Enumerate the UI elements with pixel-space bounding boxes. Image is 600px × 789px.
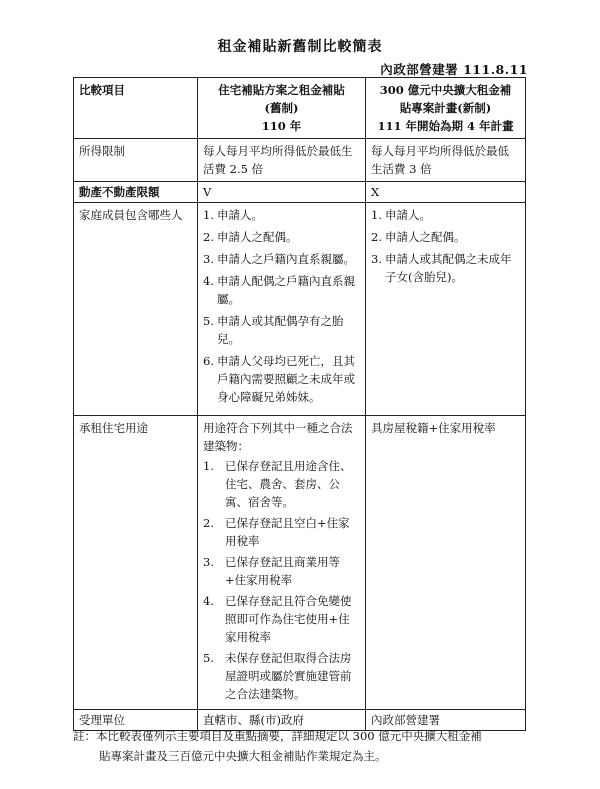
agency-new: 內政部營建署 (366, 710, 526, 731)
header-new-system (366, 78, 526, 139)
list-item: 4. 申請人配偶之戶籍內直系親屬。 (203, 274, 355, 306)
header-item-label: 比較項目 (74, 78, 198, 139)
list-item: 2. 申請人之配偶。 (371, 230, 466, 244)
list-item: 1. 已保存登記且用途含住、住宅、農舍、套房、公寓、宿舍等。 (203, 459, 352, 509)
header-new-line1: 300 億元中央擴大租金補 (379, 83, 512, 97)
usage-intro: 用途符合下列其中一種之合法建築物： (203, 421, 353, 453)
list-item: 6. 申請人父母均已死亡，且其戶籍內需要照顧之未成年或身心障礙兄弟姊妹。 (203, 354, 355, 404)
footnote-line1: 註：本比較表僅列示主要項目及重點摘要，詳細規定以 300 億元中央擴大租金補 (73, 729, 482, 743)
table-header-row (74, 78, 526, 139)
issue-date: 內政部營建署 111.8.11 (380, 62, 528, 77)
header-new-line2: 貼專案計畫(新制) (399, 101, 492, 115)
income-old: 每人每月平均所得低於最低生活費 2.5 倍 (198, 139, 366, 182)
income-new: 每人每月平均所得低於最低生活費 3 倍 (366, 139, 526, 182)
comparison-table (73, 77, 526, 731)
usage-old (198, 416, 366, 710)
header-new-line3: 111 年開始為期 4 年計畫 (377, 119, 514, 133)
list-item: 3. 申請人之戶籍內直系親屬。 (203, 252, 355, 266)
list-item: 1. 申請人。 (371, 208, 431, 222)
agency-label: 受理單位 (74, 710, 198, 731)
agency-old: 直轄市、縣(市)政府 (198, 710, 366, 731)
household-old (198, 203, 366, 416)
household-label: 家庭成員包含哪些人 (74, 203, 198, 416)
list-item: 1. 申請人。 (203, 208, 263, 222)
table-row-household (74, 203, 526, 416)
list-item: 2. 已保存登記且空白+住家用稅率 (203, 516, 350, 548)
household-new (366, 203, 526, 416)
usage-label: 承租住宅用途 (74, 416, 198, 710)
table-row-income (74, 139, 526, 182)
footnote-line2: 貼專案計畫及三百億元中央擴大租金補貼作業規定為主。 (99, 749, 387, 763)
list-item: 4. 已保存登記且符合免變使照即可作為住宅使用+住家用稅率 (203, 594, 352, 644)
header-old-system (198, 78, 366, 139)
income-label: 所得限制 (74, 139, 198, 182)
footnote (73, 726, 525, 766)
list-item: 2. 申請人之配偶。 (203, 230, 298, 244)
table-row-property (74, 182, 526, 203)
property-label: 動產不動產限額 (74, 182, 198, 203)
property-new: X (366, 182, 526, 203)
list-item: 3. 已保存登記且商業用等+住家用稅率 (203, 555, 340, 587)
property-old: V (198, 182, 366, 203)
page-title: 租金補貼新舊制比較簡表 (217, 39, 383, 55)
list-item: 3. 申請人或其配偶之未成年子女(含胎兒)。 (371, 252, 512, 284)
table-row-usage (74, 416, 526, 710)
header-old-line1: 住宅補貼方案之租金補貼 (218, 83, 345, 97)
header-old-line2: (舊制) (264, 101, 299, 115)
usage-new: 具房屋稅籍+住家用稅率 (366, 416, 526, 710)
header-old-line3: 110 年 (261, 119, 302, 133)
list-item: 5. 未保存登記但取得合法房屋證明或屬於實施建管前之合法建築物。 (203, 651, 352, 701)
list-item: 5. 申請人或其配偶孕有之胎兒。 (203, 314, 344, 346)
